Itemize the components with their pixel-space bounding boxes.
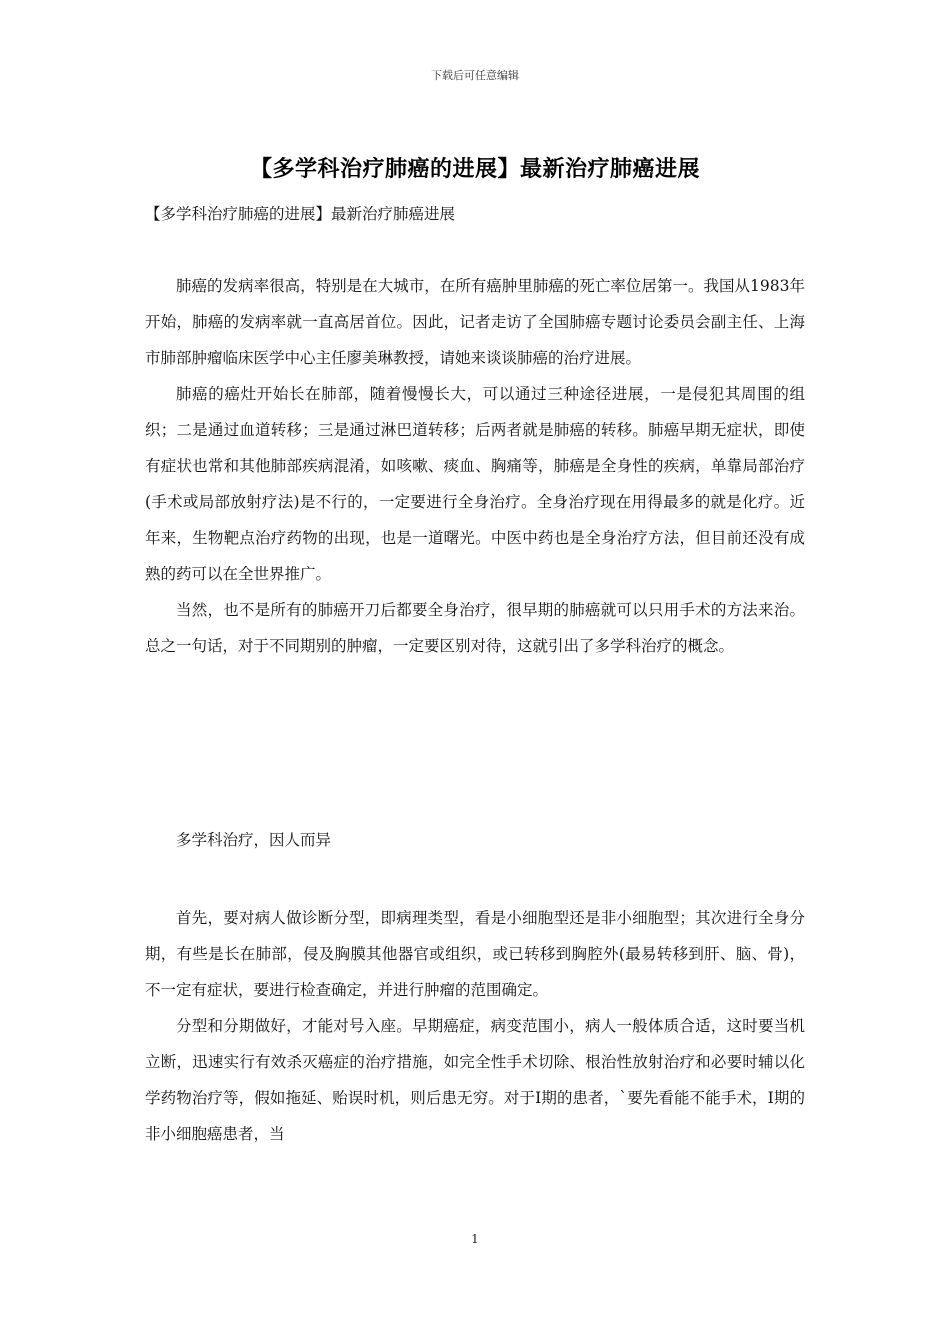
section-heading-block bbox=[145, 822, 805, 858]
paragraph: 肺癌的发病率很高，特别是在大城市，在所有癌肿里肺癌的死亡率位居第一。我国从1983年开始，肺癌的发病率就一直高居首位。因此，记者走访了全国肺癌专题讨论委员会副主任、上海市肺部肿瘤临床医学中心主任廖美琳教授，请她来谈谈肺癌的治疗进展。 bbox=[145, 277, 805, 367]
page-number: 1 bbox=[471, 1232, 479, 1246]
paragraph: 肺癌的癌灶开始长在肺部，随着慢慢长大，可以通过三种途径进展，一是侵犯其周围的组织；二是通过血道转移；三是通过淋巴道转移；后两者就是肺癌的转移。肺癌早期无症状，即使有症状也常和其他肺部疾病混淆，如咳嗽、痰血、胸痛等，肺癌是全身性的疾病，单靠局部治疗(手术或局部放射疗法)是不行的，一定要进行全身治疗。全身治疗现在用得最多的就是化疗。近年来，生物靶点治疗药物的出现，也是一道曙光。中医中药也是全身治疗方法，但目前还没有成熟的药可以在全世界推广。 bbox=[145, 385, 805, 583]
intro-section bbox=[145, 268, 805, 664]
document-title: 【多学科治疗肺癌的进展】最新治疗肺癌进展 bbox=[249, 156, 700, 182]
paragraph: 首先，要对病人做诊断分型，即病理类型，看是小细胞型还是非小细胞型；其次进行全身分期，有些是长在肺部，侵及胸膜其他器官或组织，或已转移到胸腔外(最易转移到肝、脑、骨)，不一定有症状，要进行检查确定，并进行肿瘤的范围确定。 bbox=[145, 909, 805, 999]
paragraph: 分型和分期做好，才能对号入座。早期癌症，病变范围小，病人一般体质合适，这时要当机立断，迅速实行有效杀灭癌症的治疗措施，如完全性手术切除、根治性放射治疗和必要时辅以化学药物治疗等，假如拖延、贻误时机，则后患无穷。对于Ⅰ期的患者，`要先看能不能手术，Ⅰ期的非小细胞癌患者，当 bbox=[145, 1017, 805, 1143]
section-body bbox=[145, 900, 805, 1152]
page-header-note: 下载后可任意编辑 bbox=[431, 69, 519, 82]
document-subtitle: 【多学科治疗肺癌的进展】最新治疗肺癌进展 bbox=[145, 205, 456, 223]
section-heading: 多学科治疗，因人而异 bbox=[176, 831, 332, 849]
paragraph: 当然，也不是所有的肺癌开刀后都要全身治疗，很早期的肺癌就可以只用手术的方法来治。总之一句话，对于不同期别的肿瘤，一定要区别对待，这就引出了多学科治疗的概念。 bbox=[145, 601, 805, 655]
